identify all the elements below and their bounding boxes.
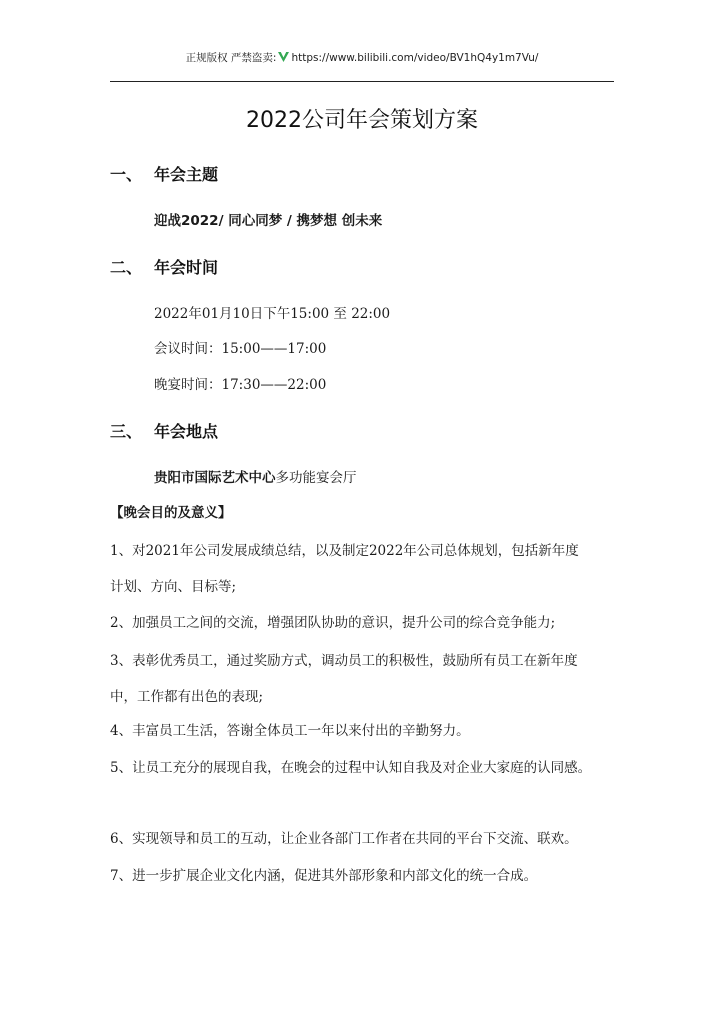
copyright-notice: 正规版权 严禁盗卖: [185,52,277,64]
section-heading-venue [110,419,218,442]
source-url[interactable]: https://www.bilibili.com/video/BV1hQ4y1m7Vu/ [291,52,539,64]
theme-text: 迎战2022/ 同心同梦 / 携梦想 创未来 [154,213,383,229]
purpose-line: 中，工作都有出色的表现; [110,689,264,705]
time-date-range: 2022年01月10日下午15:00 至 22:00 [154,306,391,322]
purpose-heading: 【晚会目的及意义】 [110,505,232,521]
document-title: 2022公司年会策划方案 [246,108,478,133]
page-header [110,50,614,72]
time-dinner: 晚宴时间：17:30——22:00 [154,377,327,393]
purpose-line: 7、进一步扩展企业文化内涵，促进其外部形象和内部文化的统一合成。 [110,868,538,884]
section-title: 年会时间 [154,258,219,277]
purpose-line: 计划、方向、目标等; [110,579,237,595]
venue-text [154,466,357,486]
bilibili-v-icon [277,51,290,66]
purpose-line: 3、表彰优秀员工，通过奖励方式，调动员工的积极性，鼓励所有员工在新年度 [110,653,578,669]
section-heading-time [110,255,218,278]
venue-name: 贵阳市国际艺术中心 [154,470,276,486]
header-divider [110,81,614,82]
purpose-line: 5、让员工充分的展现自我，在晚会的过程中认知自我及对企业大家庭的认同感。 [110,760,592,776]
section-number: 二、 [110,258,143,277]
purpose-line: 4、丰富员工生活，答谢全体员工一年以来付出的辛勤努力。 [110,723,470,739]
section-number: 三、 [110,422,143,441]
section-heading-theme [110,162,218,185]
purpose-line: 1、对2021年公司发展成绩总结，以及制定2022年公司总体规划，包括新年度 [110,543,579,559]
venue-room: 多功能宴会厅 [275,470,357,486]
section-title: 年会地点 [154,422,219,441]
time-meeting: 会议时间：15:00——17:00 [154,341,327,357]
purpose-line: 2、加强员工之间的交流，增强团队协助的意识，提升公司的综合竞争能力; [110,615,556,631]
section-title: 年会主题 [154,165,219,184]
purpose-line: 6、实现领导和员工的互动，让企业各部门工作者在共同的平台下交流、联欢。 [110,831,578,847]
section-number: 一、 [110,165,143,184]
